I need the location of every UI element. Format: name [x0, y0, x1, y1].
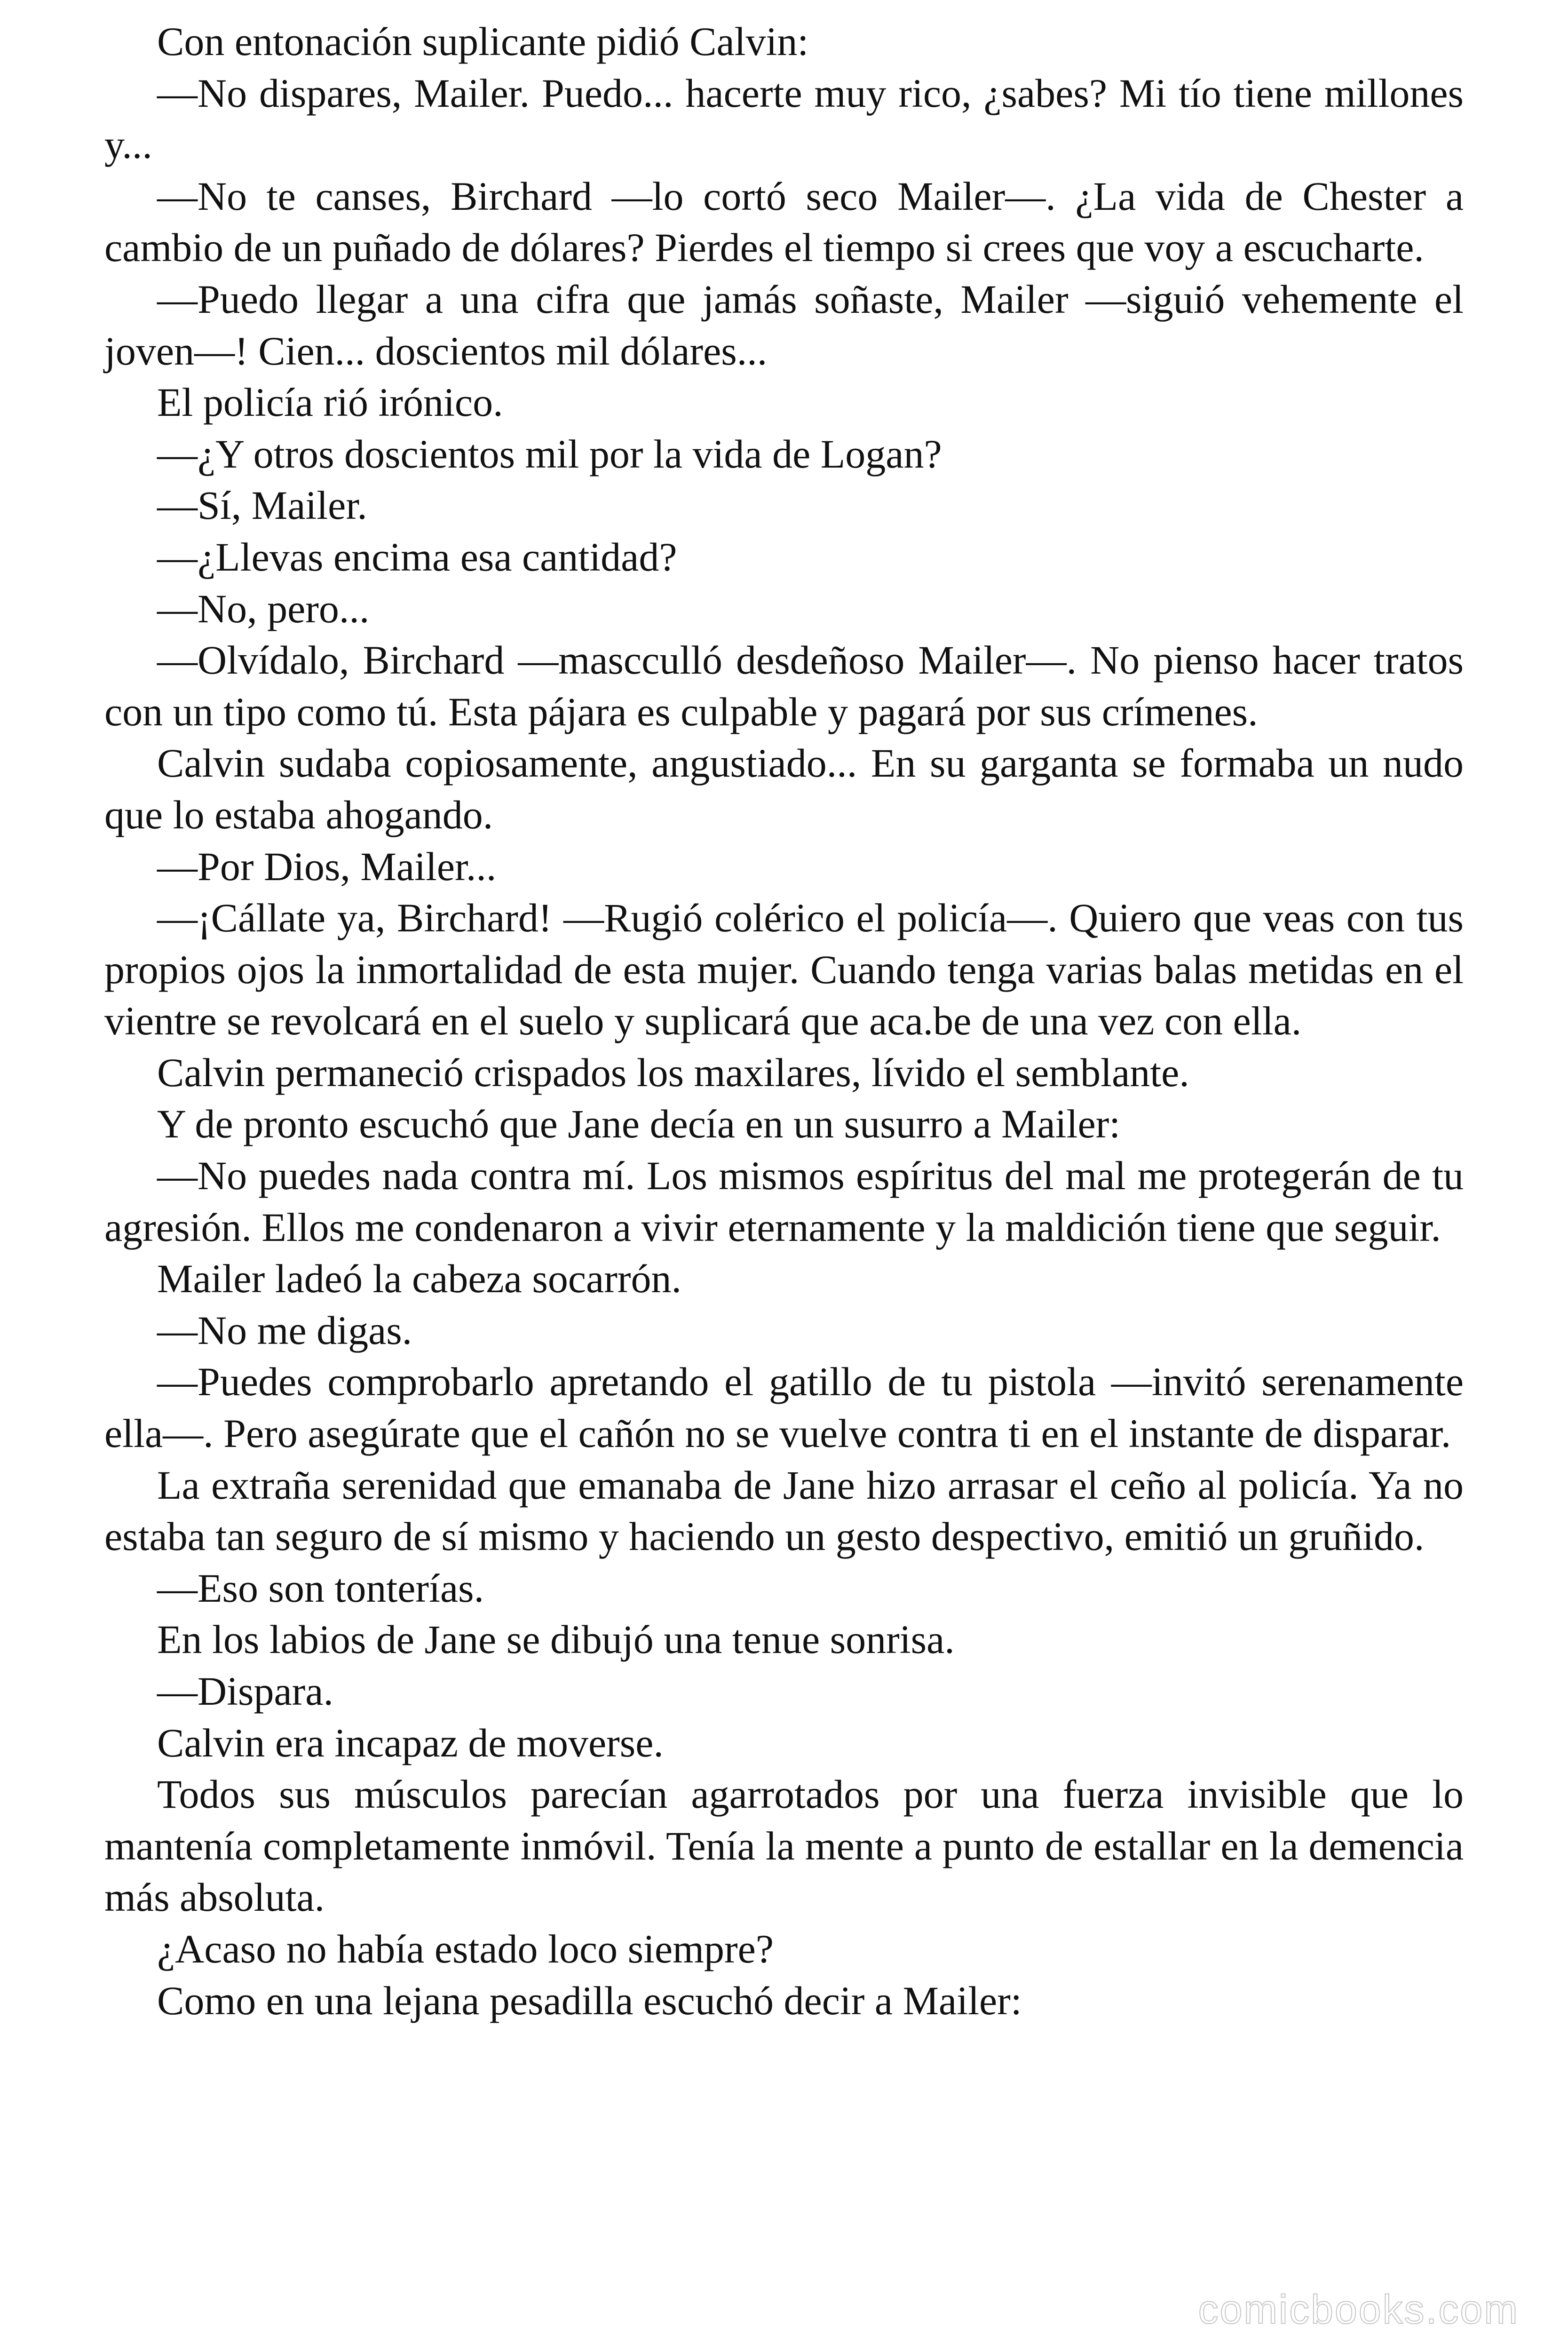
- paragraph: —No, pero...: [157, 586, 370, 631]
- paragraph: —No me digas.: [157, 1307, 412, 1353]
- paragraph: —¿Llevas encima esa cantidad?: [157, 534, 677, 580]
- paragraph: El policía rió irónico.: [157, 380, 503, 425]
- paragraph: —¿Y otros doscientos mil por la vida de Logan?: [157, 431, 942, 477]
- paragraph: Y de pronto escuchó que Jane decía en un susurro a Mailer:: [157, 1101, 1121, 1147]
- paragraph: —Olvídalo, Birchard —mascculló desdeñoso Mailer—. No pienso hacer tratos con un tipo como tú. Esta pájara es culpable y pagará por sus crímenes.: [104, 637, 1464, 734]
- paragraph: —Puedo llegar a una cifra que jamás soñaste, Mailer —siguió vehemente el joven—! Cien... doscientos mil dólares...: [104, 276, 1464, 373]
- paragraph: Como en una lejana pesadilla escuchó decir a Mailer:: [157, 1978, 1022, 2023]
- paragraph: Todos sus músculos parecían agarrotados por una fuerza invisible que lo mantenía completamente inmóvil. Tenía la mente a punto de estallar en la demencia más absoluta.: [104, 1772, 1464, 1920]
- paragraph: Mailer ladeó la cabeza socarrón.: [157, 1256, 681, 1302]
- paragraph: En los labios de Jane se dibujó una tenue sonrisa.: [157, 1617, 955, 1662]
- paragraph: —Puedes comprobarlo apretando el gatillo de tu pistola —invitó serenamente ella—. Pero asegúrate que el cañón no se vuelve contra ti en el instante de disparar.: [104, 1359, 1464, 1456]
- paragraph: —No dispares, Mailer. Puedo... hacerte muy rico, ¿sabes? Mi tío tiene millones y...: [104, 70, 1464, 167]
- paragraph: Con entonación suplicante pidió Calvin:: [157, 19, 809, 64]
- paragraph: —No te canses, Birchard —lo cortó seco Mailer—. ¿La vida de Chester a cambio de un puñado de dólares? Pierdes el tiempo si crees que voy a escucharte.: [104, 173, 1464, 270]
- paragraph: —No puedes nada contra mí. Los mismos espíritus del mal me protegerán de tu agresión. Ellos me condenaron a vivir eternamente y la maldición tiene que seguir.: [104, 1153, 1464, 1250]
- paragraph: Calvin era incapaz de moverse.: [157, 1720, 664, 1765]
- paragraph: —Eso son tonterías.: [157, 1565, 484, 1611]
- page-text: [104, 16, 1464, 2026]
- paragraph: —Dispara.: [157, 1669, 333, 1714]
- paragraph: La extraña serenidad que emanaba de Jane hizo arrasar el ceño al policía. Ya no estaba tan seguro de sí mismo y haciendo un gesto despectivo, emitió un gruñido.: [104, 1462, 1464, 1559]
- paragraph: Calvin sudaba copiosamente, angustiado... En su garganta se formaba un nudo que lo estaba ahogando.: [104, 740, 1464, 837]
- watermark: comicbooks.com: [1198, 2287, 1519, 2332]
- paragraph: —Sí, Mailer.: [157, 483, 367, 528]
- paragraph: Calvin permaneció crispados los maxilares, lívido el semblante.: [157, 1049, 1189, 1095]
- paragraph: ¿Acaso no había estado loco siempre?: [157, 1926, 774, 1971]
- paragraph: —Por Dios, Mailer...: [157, 843, 497, 889]
- paragraph: —¡Cállate ya, Birchard! —Rugió colérico el policía—. Quiero que veas con tus propios ojos la inmortalidad de esta mujer. Cuando tenga varias balas metidas en el vientre se revolcará en el suelo y suplicará que aca.be de una vez con ella.: [104, 895, 1464, 1044]
